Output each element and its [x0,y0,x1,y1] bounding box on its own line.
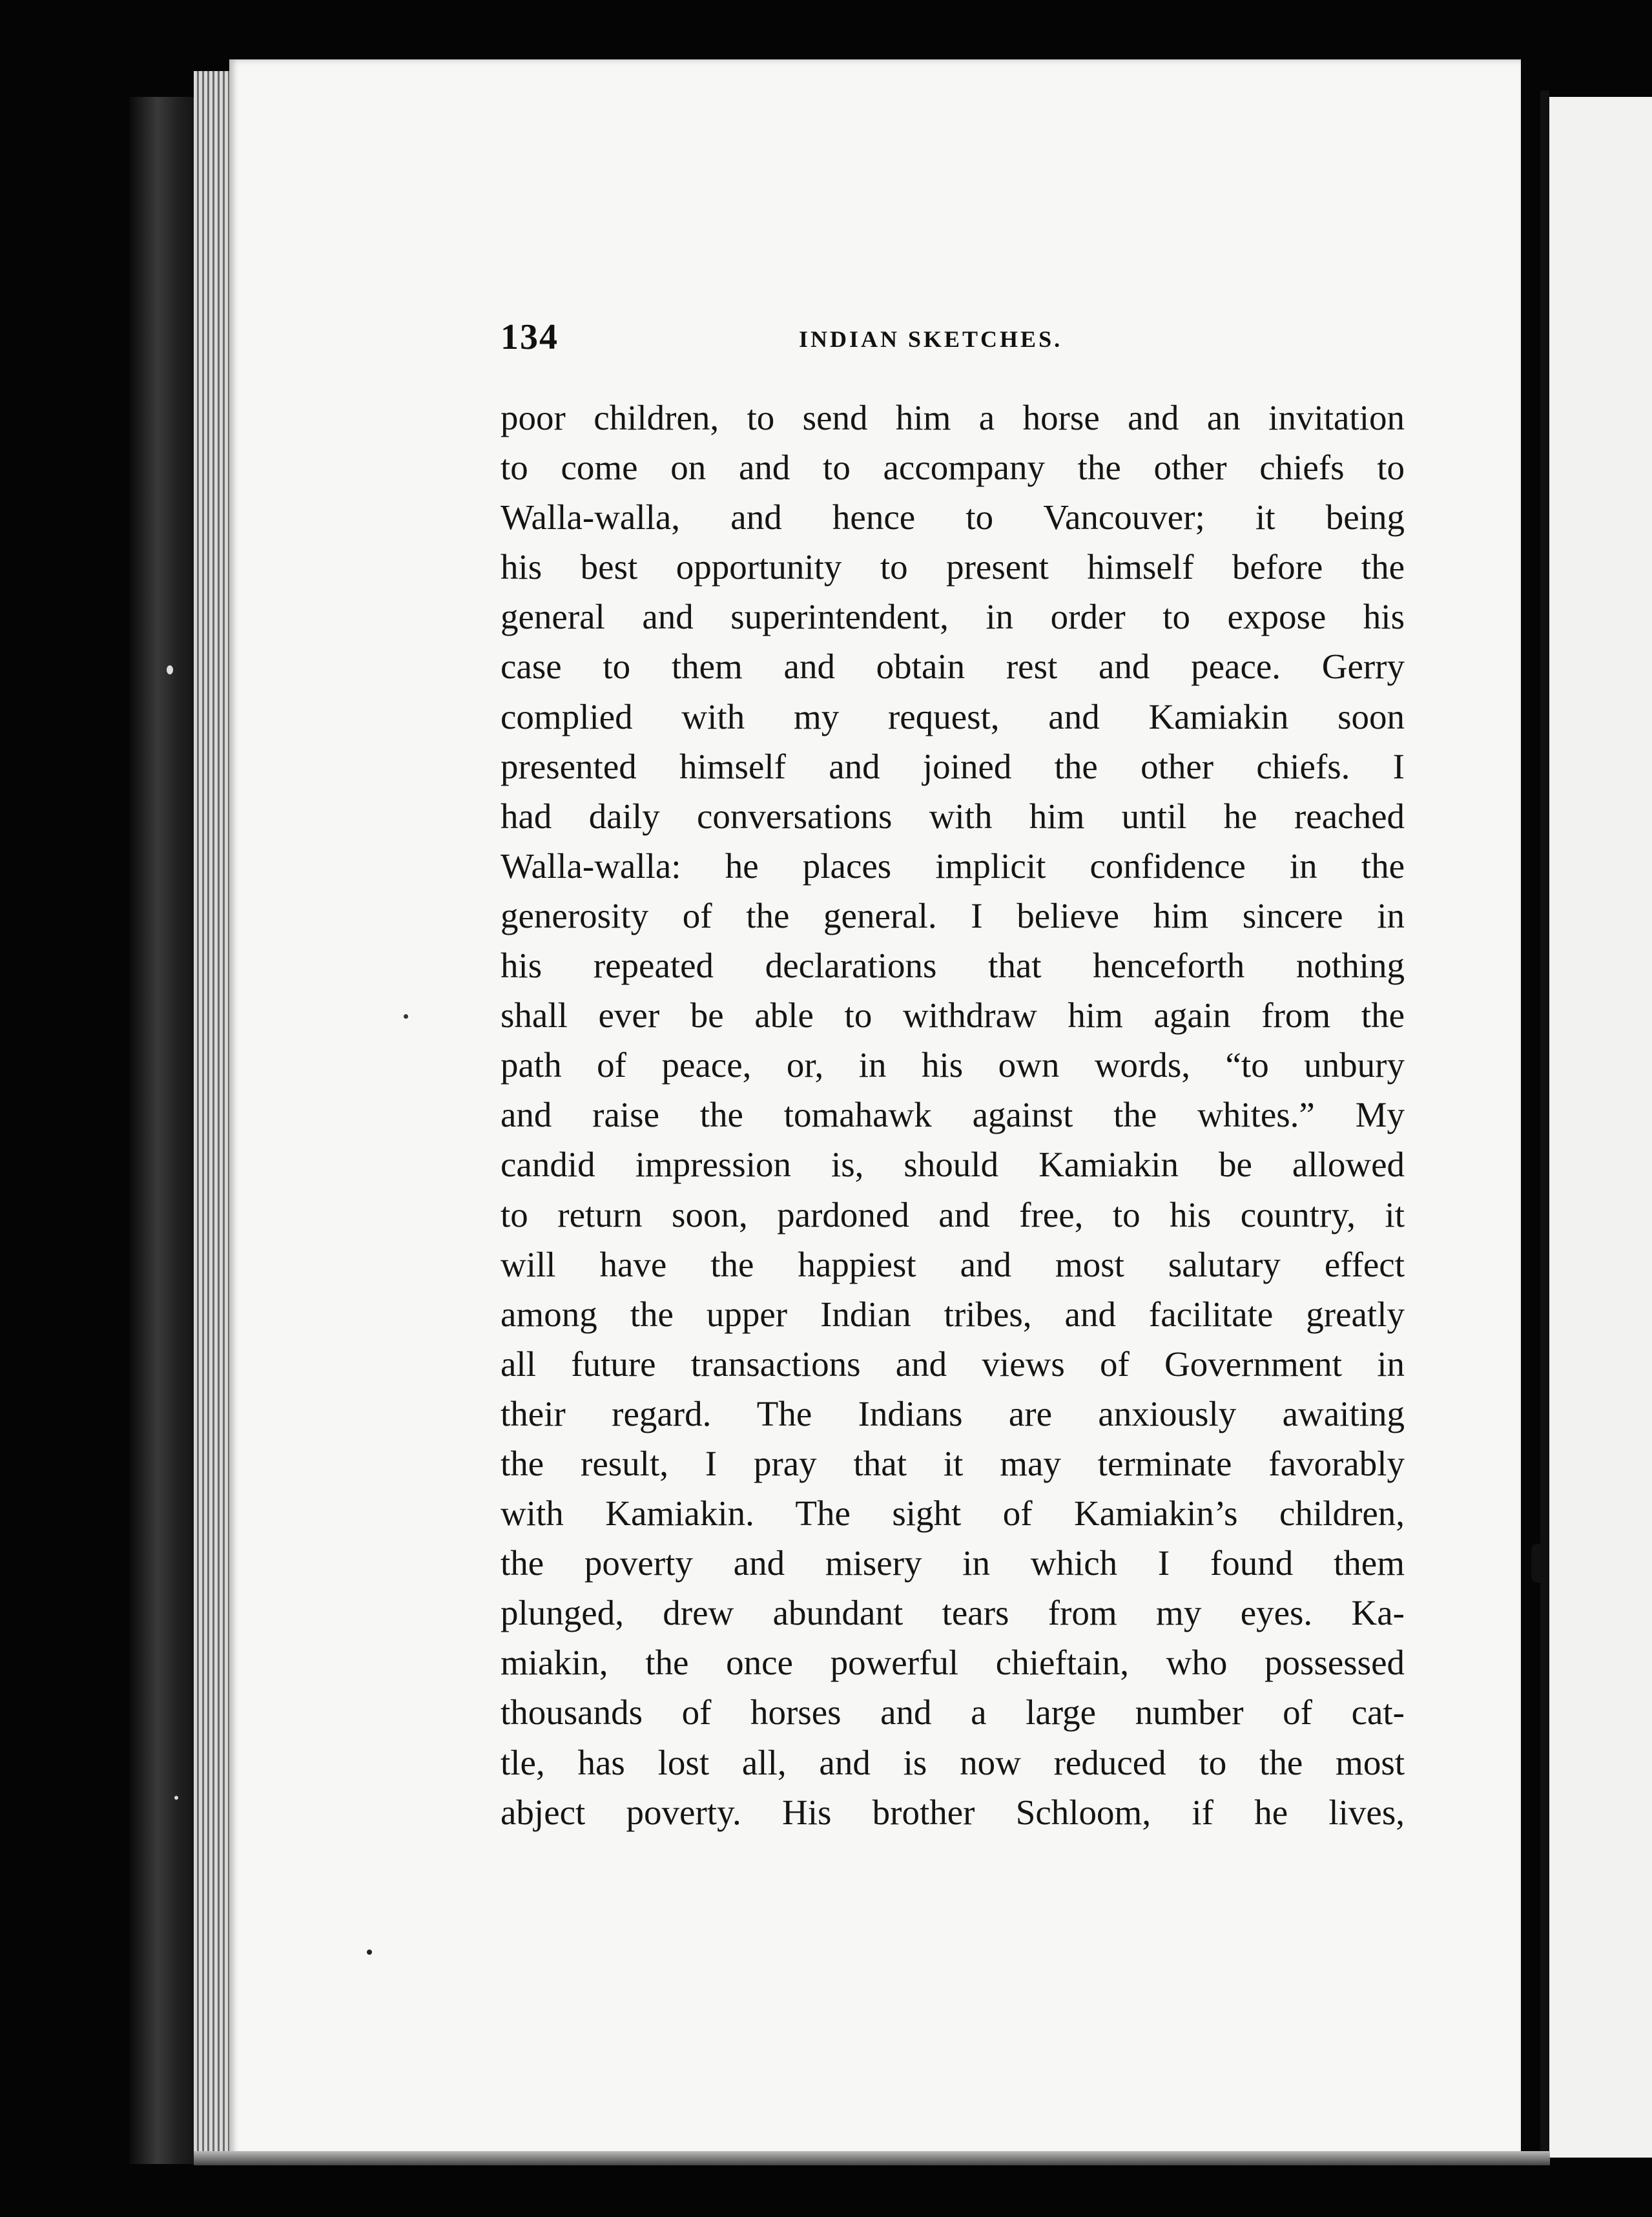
text-line: general and superintendent, in order to expose his [501,597,1405,637]
text-line: presented himself and joined the other chiefs. I [501,746,1405,786]
text-line: to come on and to accompany the other chiefs to [501,448,1405,488]
facing-page-gutter [1540,90,1549,2158]
text-line: miakin, the once powerful chieftain, who possessed [501,1643,1405,1683]
page-header [501,317,1405,362]
text-line: to return soon, pardoned and free, to his country, it [501,1194,1405,1234]
text-line: generosity of the general. I believe him sincere in [501,895,1405,935]
dust-speck [404,1014,408,1019]
text-line: poor children, to send him a horse and an invitation [501,398,1405,437]
text-line: thousands of horses and a large number of cat- [501,1692,1405,1733]
page-edges [194,71,232,2164]
text-line: will have the happiest and most salutary effect [501,1244,1405,1284]
dust-speck [167,665,173,674]
text-line: all future transactions and views of Government in [501,1344,1405,1384]
text-line: his best opportunity to present himself before the [501,547,1405,587]
text-line: their regard. The Indians are anxiously awaiting [501,1393,1405,1433]
text-line: candid impression is, should Kamiakin be allowed [501,1145,1405,1185]
page-number: 134 [501,317,559,357]
text-line: and raise the tomahawk against the whites.” My [501,1095,1405,1135]
dust-speck [174,1796,178,1800]
text-line: with Kamiakin. The sight of Kamiakin’s children, [501,1494,1405,1534]
text-line: path of peace, or, in his own words, “to unbury [501,1045,1405,1085]
text-line: shall ever be able to withdraw him again from the [501,995,1405,1036]
text-line: had daily conversations with him until he reached [501,796,1405,836]
page-bottom-edge [194,2151,1550,2165]
dust-speck [367,1950,372,1955]
text-line: abject poverty. His brother Schloom, if he lives, [501,1792,1405,1832]
gutter-mark [1531,1544,1545,1583]
running-head: INDIAN SKETCHES. [799,326,1063,352]
book-spine-shadow [129,97,200,2164]
text-line: tle, has lost all, and is now reduced to the most [501,1742,1405,1782]
text-line: the poverty and misery in which I found them [501,1543,1405,1583]
text-line: complied with my request, and Kamiakin soon [501,696,1405,736]
text-line: his repeated declarations that henceforth nothing [501,946,1405,986]
text-line: Walla-walla: he places implicit confidence in the [501,846,1405,886]
text-line: Walla-walla, and hence to Vancouver; it being [501,497,1405,537]
body-text [501,393,1405,1837]
text-line: among the upper Indian tribes, and facilitate greatly [501,1294,1405,1334]
facing-page-edge [1544,97,1652,2158]
text-line: plunged, drew abundant tears from my eyes. Ka- [501,1593,1405,1633]
text-line: the result, I pray that it may terminate favorably [501,1443,1405,1483]
text-line: case to them and obtain rest and peace. Gerry [501,647,1405,687]
